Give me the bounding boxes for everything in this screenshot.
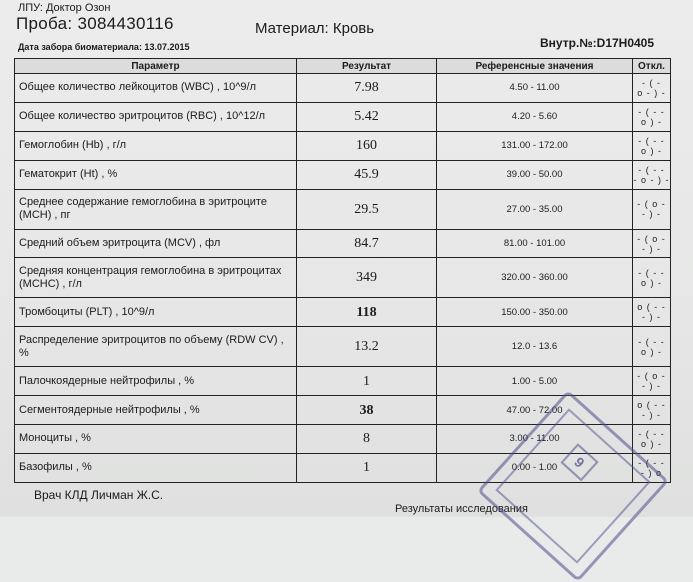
column-header-deviation: Откл.	[633, 59, 671, 74]
reference-cell: 27.00 - 35.00	[437, 189, 633, 229]
deviation-cell	[633, 189, 671, 229]
deviation-marker-bottom: - ) -	[642, 209, 661, 220]
deviation-cell	[633, 367, 671, 396]
param-cell: Палочкоядерные нейтрофилы , %	[15, 367, 297, 396]
deviation-marker-bottom: o ) -	[640, 346, 662, 357]
results-note: Результаты исследования	[395, 503, 528, 515]
result-cell: 8	[297, 425, 437, 454]
deviation-cell	[633, 327, 671, 367]
deviation-marker-top: - ( - -	[638, 457, 665, 468]
reference-cell: 0.00 - 1.00	[437, 453, 633, 482]
deviation-marker-bottom: o ) -	[640, 145, 662, 156]
deviation-marker-top: - ( o -	[637, 233, 666, 244]
table-row	[15, 453, 671, 482]
deviation-cell	[633, 131, 671, 160]
result-cell: 1	[297, 367, 437, 396]
deviation-cell	[633, 74, 671, 103]
column-header-parameter: Параметр	[15, 59, 297, 74]
param-cell: Среднее содержание гемоглобина в эритроците (MCH) , пг	[15, 189, 297, 229]
reference-cell: 39.00 - 50.00	[437, 160, 633, 189]
result-cell: 29.5	[297, 189, 437, 229]
reference-cell: 150.00 - 350.00	[437, 298, 633, 327]
param-cell: Общее количество лейкоцитов (WBC) , 10^9/л	[15, 74, 297, 103]
deviation-cell	[633, 258, 671, 298]
table-row	[15, 258, 671, 298]
deviation-marker-top: - ( - -	[638, 428, 665, 439]
stamp-number: 9	[560, 443, 598, 481]
deviation-marker-bottom: - ) -	[642, 410, 661, 421]
material-type: Материал: Кровь	[255, 20, 375, 37]
reference-cell: 81.00 - 101.00	[437, 229, 633, 258]
deviation-marker-top: - ( - -	[638, 336, 665, 347]
collection-date: Дата забора биоматериала: 13.07.2015	[18, 42, 190, 52]
table-header-row	[15, 59, 671, 74]
deviation-cell	[633, 298, 671, 327]
reference-cell: 12.0 - 13.6	[437, 327, 633, 367]
table-row	[15, 74, 671, 103]
deviation-marker-bottom: - ) -	[642, 243, 661, 254]
deviation-marker-top: - ( o -	[637, 371, 666, 382]
result-cell: 349	[297, 258, 437, 298]
table-row	[15, 131, 671, 160]
table-row	[15, 229, 671, 258]
deviation-marker-top: - ( o -	[637, 199, 666, 210]
reference-cell: 131.00 - 172.00	[437, 131, 633, 160]
table-row	[15, 298, 671, 327]
param-cell: Гемоглобин (Hb) , г/л	[15, 131, 297, 160]
deviation-marker-bottom: o - ) -	[637, 87, 666, 98]
deviation-marker-bottom: o ) -	[640, 438, 662, 449]
deviation-cell	[633, 453, 671, 482]
table-row	[15, 396, 671, 425]
deviation-cell	[633, 160, 671, 189]
param-cell: Общее количество эритроцитов (RBC) , 10^12/л	[15, 102, 297, 131]
reference-cell: 4.50 - 11.00	[437, 74, 633, 103]
deviation-marker-bottom: o ) -	[640, 277, 662, 288]
probe-number: Проба: 3084430116	[16, 14, 174, 33]
table-row	[15, 425, 671, 454]
deviation-marker-top: - ( - -	[638, 106, 665, 117]
table-row	[15, 160, 671, 189]
deviation-marker-bottom: - ) -	[642, 381, 661, 392]
param-cell: Гематокрит (Ht) , %	[15, 160, 297, 189]
param-cell: Средний объем эритроцита (MCV) , фл	[15, 229, 297, 258]
reference-cell: 4.20 - 5.60	[437, 102, 633, 131]
deviation-marker-top: - ( - -	[638, 164, 665, 175]
deviation-marker-top: - ( - -	[638, 267, 665, 278]
deviation-marker-bottom: - ) -	[642, 312, 661, 323]
deviation-cell	[633, 425, 671, 454]
param-cell: Средняя концентрация гемоглобина в эритроцитах (MCHC) , г/л	[15, 258, 297, 298]
deviation-marker-top: o ( - -	[637, 302, 666, 313]
table-row	[15, 102, 671, 131]
reference-cell: 3.00 - 11.00	[437, 425, 633, 454]
results-table	[14, 58, 671, 483]
deviation-marker-bottom: o ) -	[640, 116, 662, 127]
result-cell: 1	[297, 453, 437, 482]
clinic-name: ЛПУ: Доктор Озон	[18, 2, 111, 14]
table-row	[15, 367, 671, 396]
table-row	[15, 189, 671, 229]
deviation-marker-top: - ( -	[642, 77, 661, 88]
deviation-cell	[633, 102, 671, 131]
doctor-signature: Врач КЛД Личман Ж.С.	[34, 488, 164, 502]
param-cell: Базофилы , %	[15, 453, 297, 482]
param-cell: Сегментоядерные нейтрофилы , %	[15, 396, 297, 425]
result-cell: 45.9	[297, 160, 437, 189]
result-cell: 7.98	[297, 74, 437, 103]
deviation-marker-bottom: - ) o	[640, 467, 662, 478]
reference-cell: 320.00 - 360.00	[437, 258, 633, 298]
result-cell: 84.7	[297, 229, 437, 258]
param-cell: Распределение эритроцитов по объему (RDW CV) , %	[15, 327, 297, 367]
column-header-result: Результат	[297, 59, 437, 74]
result-cell: 38	[297, 396, 437, 425]
result-cell: 118	[297, 298, 437, 327]
deviation-marker-top: - ( - -	[638, 135, 665, 146]
column-header-reference: Референсные значения	[437, 59, 633, 74]
result-cell: 5.42	[297, 102, 437, 131]
reference-cell: 1.00 - 5.00	[437, 367, 633, 396]
param-cell: Тромбоциты (PLT) , 10^9/л	[15, 298, 297, 327]
deviation-cell	[633, 229, 671, 258]
table-row	[15, 327, 671, 367]
result-cell: 13.2	[297, 327, 437, 367]
param-cell: Моноциты , %	[15, 425, 297, 454]
internal-number: Внутр.№:D17H0405	[540, 36, 655, 50]
reference-cell: 47.00 - 72.00	[437, 396, 633, 425]
deviation-cell	[633, 396, 671, 425]
deviation-marker-top: o ( - -	[637, 400, 666, 411]
deviation-marker-bottom: - o - ) -	[633, 174, 670, 185]
result-cell: 160	[297, 131, 437, 160]
